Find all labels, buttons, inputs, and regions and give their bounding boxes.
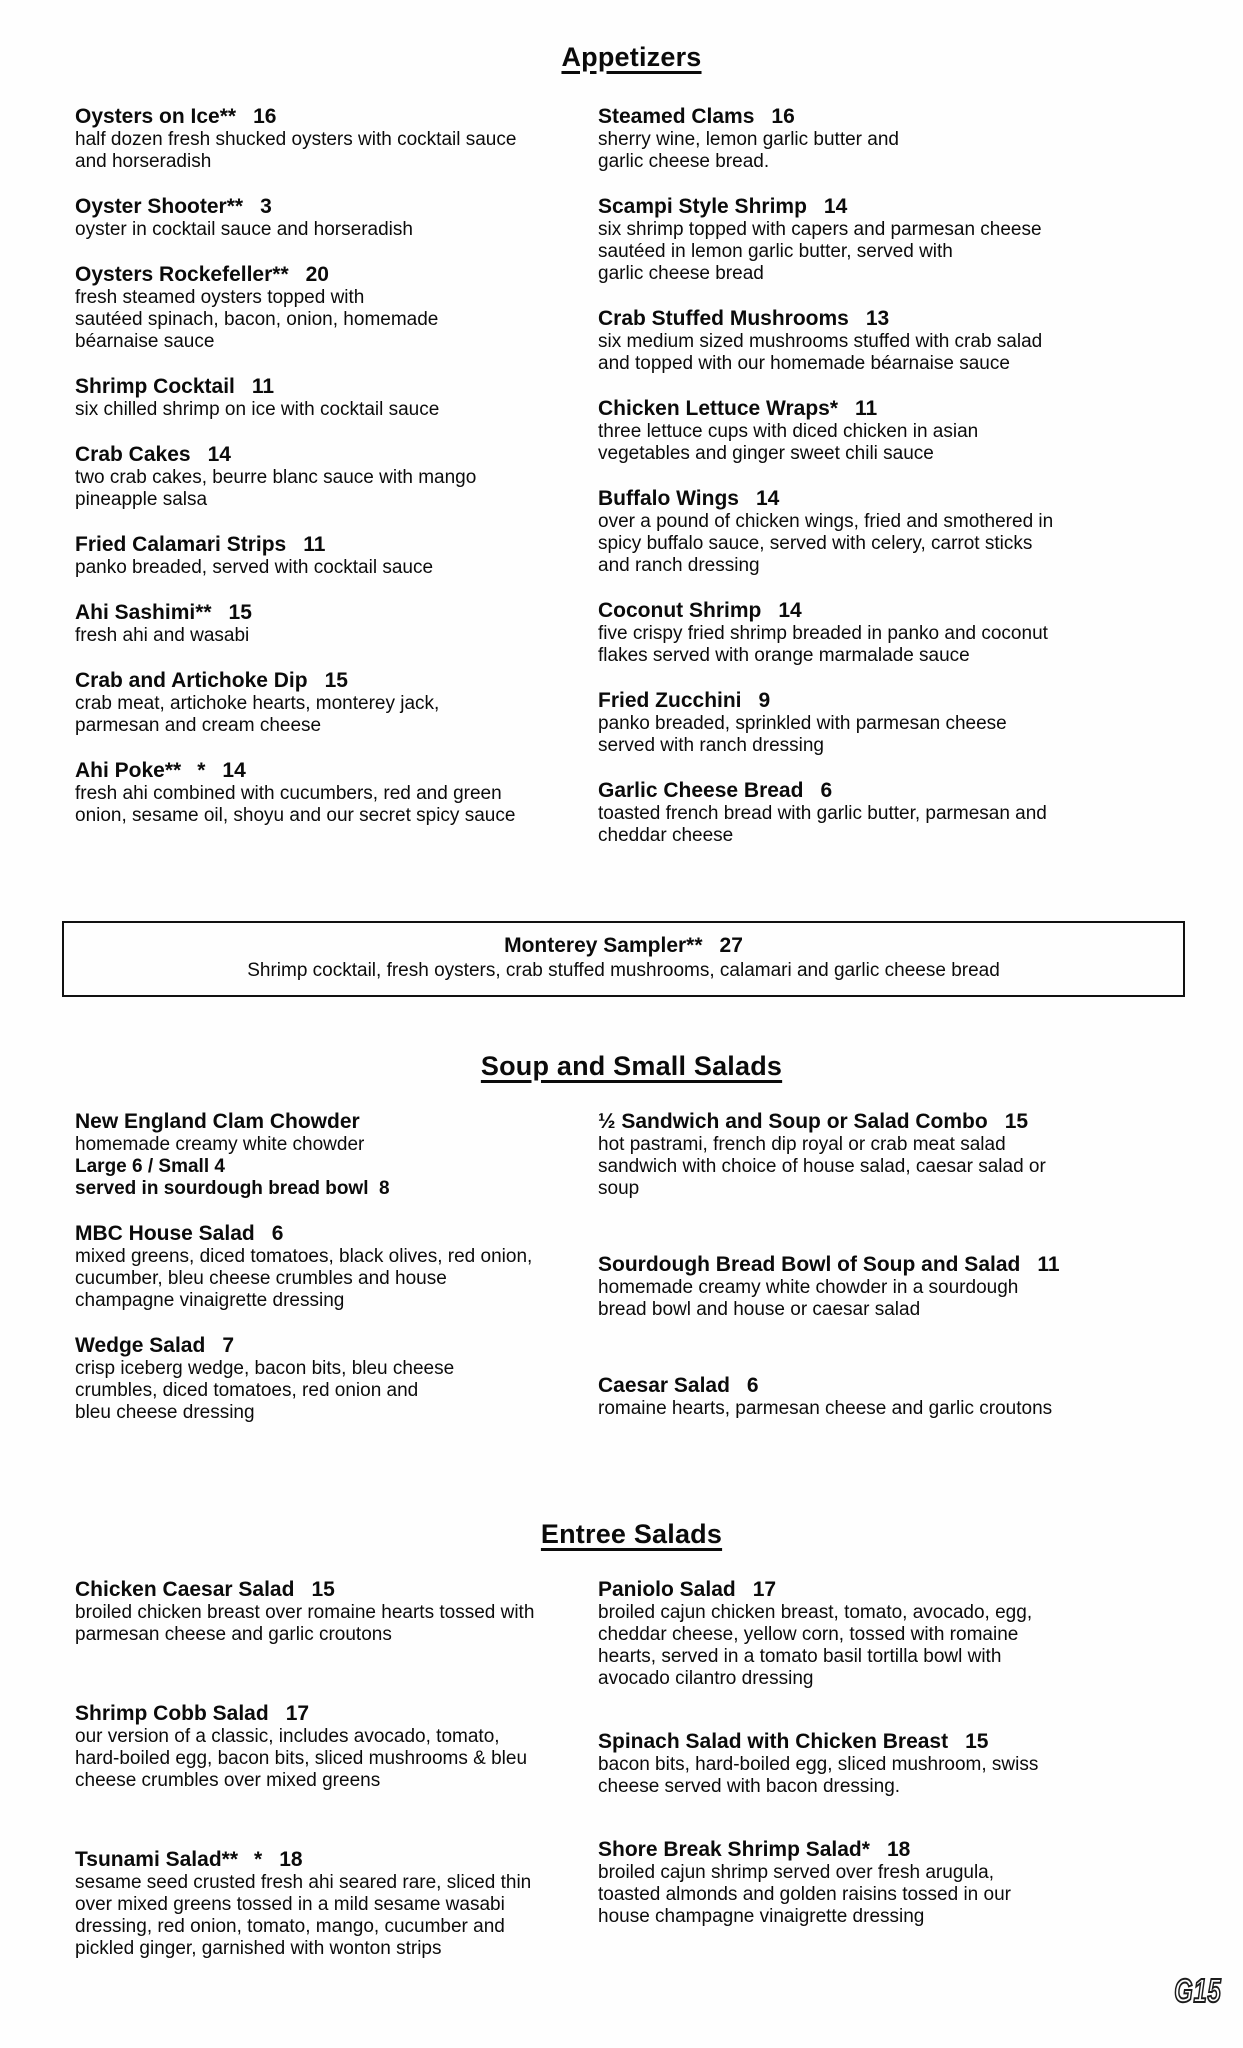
menu-item	[75, 195, 575, 241]
section-title-appetizers: Appetizers	[561, 42, 702, 72]
menu-item-desc-line: broiled chicken breast over romaine hearts tossed with	[75, 1602, 535, 1623]
menu-item-name: Chicken Lettuce Wraps*	[598, 397, 839, 420]
menu-item-price: 6	[271, 1222, 284, 1245]
menu-item-name: Ahi Sashimi**	[75, 601, 212, 624]
featured-sampler-description: Shrimp cocktail, fresh oysters, crab stuffed mushrooms, calamari and garlic cheese bread	[247, 960, 1000, 981]
menu-item-desc-line: crumbles, diced tomatoes, red onion and	[75, 1380, 419, 1401]
menu-item	[75, 105, 575, 173]
menu-item	[75, 1222, 575, 1312]
menu-item-desc-line: garlic cheese bread.	[598, 151, 770, 172]
menu-item-desc-line: crisp iceberg wedge, bacon bits, bleu cheese	[75, 1358, 455, 1379]
menu-item-price: 13	[865, 307, 890, 330]
menu-item	[75, 601, 575, 647]
menu-item-title	[75, 1848, 575, 1872]
menu-item-price: 16	[253, 105, 277, 128]
menu-item-name: Shrimp Cobb Salad	[75, 1702, 269, 1725]
menu-item-desc-line: parmesan and cream cheese	[75, 715, 322, 736]
menu-item-desc-line: over a pound of chicken wings, fried and smothered in	[598, 511, 1054, 532]
menu-item-title	[75, 263, 575, 287]
menu-item-desc-line: sautéed spinach, bacon, onion, homemade	[75, 309, 439, 330]
menu-item-title	[75, 533, 575, 557]
menu-item-price: 14	[823, 195, 848, 218]
menu-item-note: *	[254, 1848, 263, 1871]
featured-sampler-title	[74, 934, 1173, 958]
menu-item-desc-line: cheese crumbles over mixed greens	[75, 1770, 381, 1791]
menu-item-title	[598, 1578, 1188, 1602]
menu-item-title	[598, 1253, 1188, 1277]
menu-item	[75, 669, 575, 737]
menu-item	[75, 759, 575, 827]
menu-item-desc-line: sautéed in lemon garlic butter, served with	[598, 241, 953, 262]
menu-item-desc-line: bread bowl and house or caesar salad	[598, 1299, 921, 1320]
section-entree-salads	[75, 1519, 1188, 2016]
menu-item-desc-line: sherry wine, lemon garlic butter and	[598, 129, 899, 150]
menu-item-desc-line: served with ranch dressing	[598, 735, 824, 756]
menu-item	[75, 1334, 575, 1424]
menu-item-title	[598, 779, 1188, 803]
menu-item-desc-line: homemade creamy white chowder in a sourdough	[598, 1277, 1019, 1298]
menu-item-title	[75, 601, 575, 625]
section-appetizers	[75, 42, 1188, 997]
menu-item-desc-line: hot pastrami, french dip royal or crab meat salad	[598, 1134, 1006, 1155]
section-soup-and-small-salads	[75, 1051, 1188, 1473]
soup-column-right	[598, 1110, 1188, 1473]
menu-item-desc-line: béarnaise sauce	[75, 331, 215, 352]
menu-item-name: ½ Sandwich and Soup or Salad Combo	[598, 1110, 988, 1133]
entree-columns	[75, 1578, 1188, 2016]
menu-item-price: 15	[965, 1730, 989, 1753]
menu-item-price: 11	[1037, 1253, 1060, 1276]
appetizers-columns	[75, 105, 1188, 869]
menu-item-desc-line: cheese served with bacon dressing.	[598, 1776, 901, 1797]
menu-item-price: 11	[855, 397, 878, 420]
menu-item	[598, 1110, 1188, 1200]
appetizers-column-right	[598, 105, 1188, 869]
menu-item-desc-line: bleu cheese dressing	[75, 1402, 255, 1423]
menu-item-name: Paniolo Salad	[598, 1578, 736, 1601]
menu-item	[598, 105, 1188, 173]
menu-item-name: Spinach Salad with Chicken Breast	[598, 1730, 949, 1753]
menu-item-desc-line: three lettuce cups with diced chicken in asian	[598, 421, 979, 442]
section-title-soup-and-small-salads: Soup and Small Salads	[480, 1051, 783, 1081]
menu-item-desc-line: six medium sized mushrooms stuffed with crab salad	[598, 331, 1043, 352]
menu-item-price: 15	[228, 601, 252, 624]
menu-item-name: Monterey Sampler**	[504, 934, 703, 957]
soup-columns	[75, 1110, 1188, 1473]
menu-item-name: Shore Break Shrimp Salad*	[598, 1838, 870, 1861]
menu-item	[75, 263, 575, 353]
menu-item-desc-line: fresh steamed oysters topped with	[75, 287, 365, 308]
menu-item-name: Wedge Salad	[75, 1334, 206, 1357]
menu-item-desc-line: champagne vinaigrette dressing	[75, 1290, 345, 1311]
menu-item-desc-line: vegetables and ginger sweet chili sauce	[598, 443, 934, 464]
menu-item-desc-line: sandwich with choice of house salad, caesar salad or	[598, 1156, 1046, 1177]
menu-item-desc-line: over mixed greens tossed in a mild sesame wasabi	[75, 1894, 505, 1915]
menu-item-name: Shrimp Cocktail	[75, 375, 235, 398]
menu-item-desc-line: our version of a classic, includes avocado, tomato,	[75, 1726, 500, 1747]
menu-item-desc-line: cucumber, bleu cheese crumbles and house	[75, 1268, 447, 1289]
menu-item-desc-line: panko breaded, served with cocktail sauce	[75, 557, 434, 578]
menu-item-title	[75, 669, 575, 693]
menu-item-price: 14	[207, 443, 231, 466]
menu-item-name: Coconut Shrimp	[598, 599, 762, 622]
menu-item-title	[598, 1110, 1188, 1134]
menu-item-title	[598, 195, 1188, 219]
menu-item-name: Chicken Caesar Salad	[75, 1578, 295, 1601]
menu-item-desc-line: flakes served with orange marmalade sauce	[598, 645, 970, 666]
menu-item-desc-line: fresh ahi combined with cucumbers, red and green	[75, 783, 502, 804]
menu-item	[598, 1578, 1188, 1690]
menu-item-desc-line: crab meat, artichoke hearts, monterey jack,	[75, 693, 440, 714]
page-stamp: G15	[1173, 1972, 1221, 2009]
menu-item-name: Caesar Salad	[598, 1374, 730, 1397]
menu-item-title	[598, 689, 1188, 713]
menu-item-title	[75, 1110, 575, 1134]
menu-item-price: 17	[752, 1578, 777, 1601]
menu-item	[75, 443, 575, 511]
menu-item-desc-line: soup	[598, 1178, 640, 1199]
menu-item	[598, 689, 1188, 757]
menu-item-title	[598, 1730, 1188, 1754]
menu-item-desc-line: bacon bits, hard-boiled egg, sliced mushroom, swiss	[598, 1754, 1039, 1775]
menu-item-desc-line: homemade creamy white chowder	[75, 1134, 365, 1155]
menu-item-desc-line: dressing, red onion, tomato, mango, cucumber and	[75, 1916, 505, 1937]
menu-item-desc-line: and ranch dressing	[598, 555, 760, 576]
menu-item-title	[75, 443, 575, 467]
menu-item	[75, 1702, 575, 1792]
menu-item-title	[75, 759, 575, 783]
menu-item-desc-line: five crispy fried shrimp breaded in panko and coconut	[598, 623, 1048, 644]
menu-item	[598, 1730, 1188, 1798]
menu-item	[598, 1253, 1188, 1321]
menu-item-desc-line: pineapple salsa	[75, 489, 208, 510]
menu-item	[75, 375, 575, 421]
menu-item	[598, 1374, 1188, 1420]
menu-item-name: Scampi Style Shrimp	[598, 195, 807, 218]
menu-item-desc-line: spicy buffalo sauce, served with celery, carrot sticks	[598, 533, 1033, 554]
menu-item-title	[75, 195, 575, 219]
menu-item-title	[75, 1702, 575, 1726]
menu-item-title	[598, 599, 1188, 623]
menu-item-title	[598, 487, 1188, 511]
menu-item	[75, 1578, 575, 1646]
menu-item-desc-line: romaine hearts, parmesan cheese and garlic croutons	[598, 1398, 1053, 1419]
menu-item-price: 18	[886, 1838, 911, 1861]
menu-item	[598, 397, 1188, 465]
menu-item-name: Fried Calamari Strips	[75, 533, 287, 556]
menu-item-name: Crab and Artichoke Dip	[75, 669, 308, 692]
menu-item-title	[598, 1374, 1188, 1398]
menu-item	[598, 1838, 1188, 1928]
menu-item-desc-line: panko breaded, sprinkled with parmesan cheese	[598, 713, 1007, 734]
menu-item-desc-line: pickled ginger, garnished with wonton strips	[75, 1938, 442, 1959]
menu-item-price: 15	[1004, 1110, 1029, 1133]
menu-item-desc-line: broiled cajun shrimp served over fresh arugula,	[598, 1862, 995, 1883]
menu-item-price: 18	[279, 1848, 303, 1871]
section-title-entree-salads: Entree Salads	[540, 1519, 723, 1549]
menu-item-desc-line: broiled cajun chicken breast, tomato, avocado, egg,	[598, 1602, 1033, 1623]
menu-item	[598, 195, 1188, 285]
menu-item-price: 3	[260, 195, 272, 218]
menu-item-price: 15	[311, 1578, 335, 1601]
menu-item-title	[75, 1578, 575, 1602]
menu-item-name: MBC House Salad	[75, 1222, 255, 1245]
menu-item-desc-line: Large 6 / Small 4	[75, 1156, 225, 1177]
menu-item-desc-line: avocado cilantro dressing	[598, 1668, 814, 1689]
menu-item-desc-line: and horseradish	[75, 151, 212, 172]
menu-item	[598, 487, 1188, 577]
menu-item-price: 17	[285, 1702, 310, 1725]
menu-item-name: New England Clam Chowder	[75, 1110, 360, 1133]
menu-item-title	[75, 1334, 575, 1358]
menu-item-title	[598, 397, 1188, 421]
menu-item-price: 20	[305, 263, 329, 286]
menu-item-price: 6	[746, 1374, 759, 1397]
menu-item-price: 7	[222, 1334, 235, 1357]
menu-item	[598, 307, 1188, 375]
menu-item	[75, 533, 575, 579]
menu-item-title	[75, 1222, 575, 1246]
menu-item-desc-line: six shrimp topped with capers and parmesan cheese	[598, 219, 1042, 240]
menu-item-desc-line: hearts, served in a tomato basil tortilla bowl with	[598, 1646, 1002, 1667]
entree-column-left	[75, 1578, 575, 2016]
soup-column-left	[75, 1110, 575, 1446]
menu-item-name: Oysters Rockefeller**	[75, 263, 289, 286]
menu-item	[75, 1848, 575, 1960]
menu-item-price: 14	[222, 759, 246, 782]
menu-item-name: Oysters on Ice**	[75, 105, 237, 128]
menu-item-note: *	[197, 759, 206, 782]
menu-item-title	[598, 307, 1188, 331]
menu-item-price: 14	[755, 487, 780, 510]
entree-column-right	[598, 1578, 1188, 1968]
menu-item-name: Steamed Clams	[598, 105, 755, 128]
menu-item-desc-line: two crab cakes, beurre blanc sauce with mango	[75, 467, 477, 488]
menu-item-name: Oyster Shooter**	[75, 195, 244, 218]
menu-item-name: Crab Stuffed Mushrooms	[598, 307, 849, 330]
menu-item-price: 16	[771, 105, 795, 128]
menu-item-name: Garlic Cheese Bread	[598, 779, 804, 802]
menu-item-desc-line: six chilled shrimp on ice with cocktail sauce	[75, 399, 440, 420]
menu-item-desc-line: half dozen fresh shucked oysters with cocktail sauce	[75, 129, 517, 150]
menu-item-desc-line: cheddar cheese	[598, 825, 734, 846]
menu-item-desc-line: fresh ahi and wasabi	[75, 625, 250, 646]
menu-item-title	[598, 1838, 1188, 1862]
menu-item-title	[598, 105, 1188, 129]
menu-item-desc-line: house champagne vinaigrette dressing	[598, 1906, 925, 1927]
menu-item-desc-line: onion, sesame oil, shoyu and our secret spicy sauce	[75, 805, 516, 826]
menu-item-title	[75, 105, 575, 129]
menu-item-name: Crab Cakes	[75, 443, 191, 466]
menu-item-name: Sourdough Bread Bowl of Soup and Salad	[598, 1253, 1021, 1276]
menu-item	[598, 599, 1188, 667]
menu-item-desc-line: parmesan cheese and garlic croutons	[75, 1624, 392, 1645]
menu-item-price: 9	[758, 689, 771, 712]
menu-item-desc-line: and topped with our homemade béarnaise sauce	[598, 353, 1010, 374]
menu-item-price: 14	[778, 599, 802, 622]
menu-item-title	[75, 375, 575, 399]
menu-item-desc-line: toasted almonds and golden raisins tossed in our	[598, 1884, 1011, 1905]
menu-item-name: Tsunami Salad**	[75, 1848, 238, 1871]
menu-item-price: 11	[251, 375, 275, 398]
menu-item-desc-line: oyster in cocktail sauce and horseradish	[75, 219, 413, 240]
menu-item-desc-line: sesame seed crusted fresh ahi seared rare, sliced thin	[75, 1872, 532, 1893]
menu-item-name: Fried Zucchini	[598, 689, 742, 712]
menu-item-name: Ahi Poke**	[75, 759, 182, 782]
menu-item-desc-line: toasted french bread with garlic butter, parmesan and	[598, 803, 1047, 824]
menu-item-desc-line: served in sourdough bread bowl 8	[75, 1178, 390, 1199]
menu-item-desc-line: cheddar cheese, yellow corn, tossed with romaine	[598, 1624, 1019, 1645]
menu-item-desc-line: mixed greens, diced tomatoes, black olives, red onion,	[75, 1246, 533, 1267]
menu-item-price: 15	[324, 669, 348, 692]
menu-item-price: 11	[303, 533, 326, 556]
menu-item	[598, 779, 1188, 847]
appetizers-column-left	[75, 105, 575, 849]
menu-item-desc-line: hard-boiled egg, bacon bits, sliced mushrooms & bleu	[75, 1748, 528, 1769]
menu-item-desc-line: garlic cheese bread	[598, 263, 764, 284]
menu-item-name: Buffalo Wings	[598, 487, 739, 510]
menu-item-price: 27	[719, 934, 743, 957]
menu-item-price: 6	[820, 779, 833, 802]
menu-item	[75, 1110, 575, 1200]
featured-sampler-box	[62, 921, 1185, 997]
